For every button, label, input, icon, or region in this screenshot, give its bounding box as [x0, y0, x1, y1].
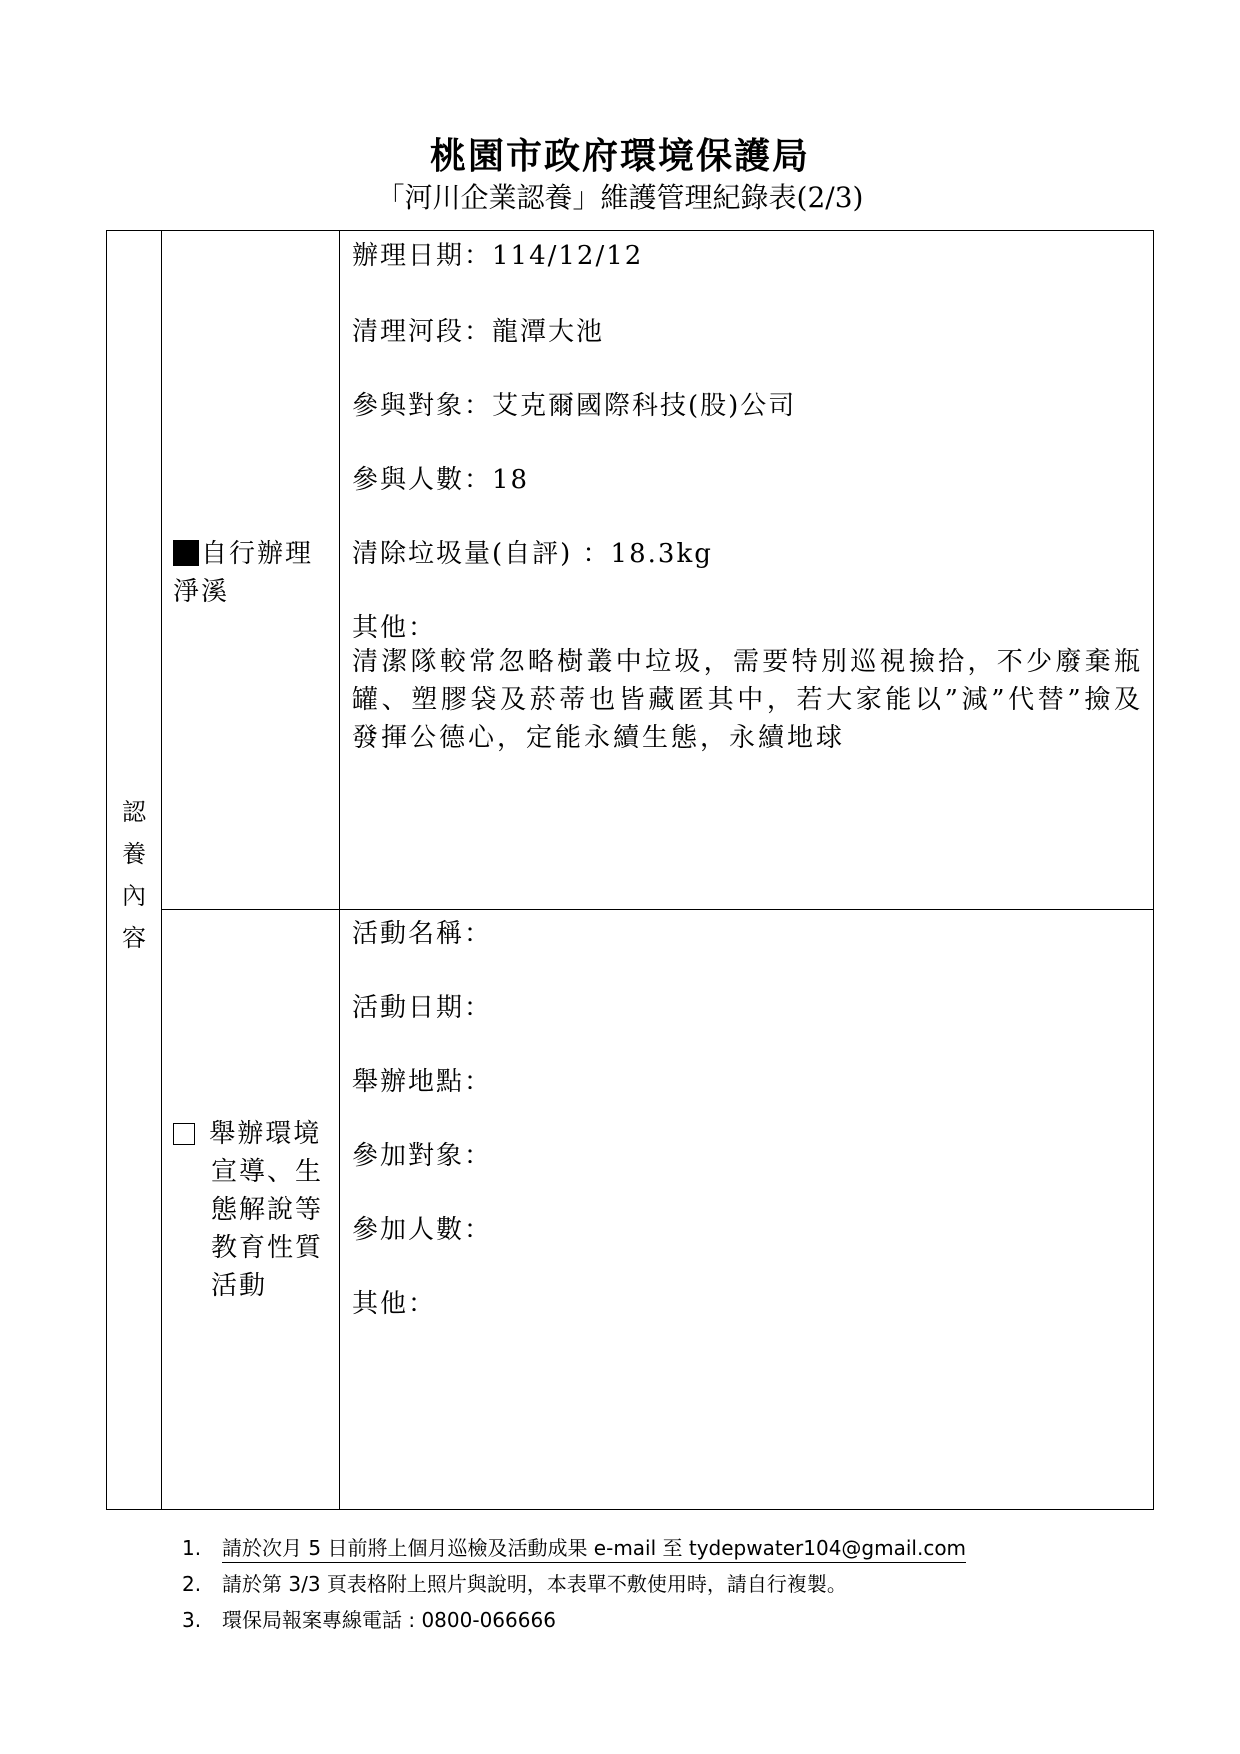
record-form-table: [106, 230, 1154, 1510]
activity-date-field: 活動日期：: [352, 993, 493, 1023]
cleanup-date: 辦理日期：114/12/12: [352, 241, 644, 271]
side-label-char: 容: [122, 924, 146, 952]
cleanup-record-content: [352, 231, 1143, 909]
option-label: 態解說等: [211, 1195, 324, 1225]
page-title: 桃園市政府環境保護局: [429, 135, 810, 177]
cleanup-participants: 參與對象：艾克爾國際科技(股)公司: [352, 391, 797, 421]
note-text: 環保局報案專線電話 : 0800-066666: [222, 1608, 556, 1632]
option-label: 教育性質: [211, 1233, 324, 1263]
footer-note: [182, 1568, 847, 1597]
activity-count-field: 參加人數：: [352, 1215, 493, 1245]
option-label: 宣導、生: [211, 1157, 324, 1187]
column-divider: [339, 231, 340, 1509]
footer-note: [182, 1604, 556, 1633]
option-education-activity[interactable]: [173, 1115, 333, 1305]
option-label: 淨溪: [173, 577, 230, 607]
option-self-cleanup[interactable]: [173, 535, 333, 611]
option-label: 活動: [211, 1271, 268, 1301]
column-divider: [161, 231, 162, 1509]
activity-name-field: 活動名稱：: [352, 919, 493, 949]
cleanup-garbage-amount: 清除垃圾量(自評) ：18.3kg: [352, 539, 713, 569]
note-number: 3.: [182, 1608, 202, 1632]
cleanup-river-section: 清理河段：龍潭大池: [352, 317, 605, 347]
note-text: 請於次月 5 日前將上個月巡檢及活動成果 e-mail 至 tydepwater104@gmail.com: [222, 1536, 966, 1563]
cleanup-other-label: 其他：: [352, 613, 437, 643]
cleanup-participant-count: 參與人數：18: [352, 465, 530, 495]
side-label-char: 認: [122, 798, 146, 826]
activity-target-field: 參加對象：: [352, 1141, 493, 1171]
checked-checkbox-icon[interactable]: [173, 540, 199, 566]
unchecked-checkbox-icon[interactable]: [173, 1123, 195, 1145]
option-label: 自行辦理: [201, 539, 314, 569]
option-label: 舉辦環境: [209, 1119, 322, 1149]
activity-location-field: 舉辦地點：: [352, 1067, 493, 1097]
side-label-char: 內: [122, 882, 146, 910]
footer-note: [182, 1532, 966, 1561]
cleanup-other-text: 清潔隊較常忽略樹叢中垃圾，需要特別巡視撿拾，不少廢棄瓶罐、塑膠袋及菸蒂也皆藏匿其中，若大家能以”減”代替”撿及發揮公德心，定能永續生態，永續地球: [352, 647, 1143, 753]
note-number: 1.: [182, 1536, 202, 1560]
note-text: 請於第 3/3 頁表格附上照片與說明，本表單不敷使用時，請自行複製。: [222, 1572, 847, 1596]
note-number: 2.: [182, 1572, 202, 1596]
page-subtitle: 「河川企業認養」維護管理紀錄表(2/3): [376, 181, 864, 214]
activity-other-field: 其他：: [352, 1289, 437, 1319]
adoption-content-label: [107, 791, 161, 959]
activity-record-content: [352, 909, 1143, 1509]
side-label-char: 養: [122, 840, 146, 868]
